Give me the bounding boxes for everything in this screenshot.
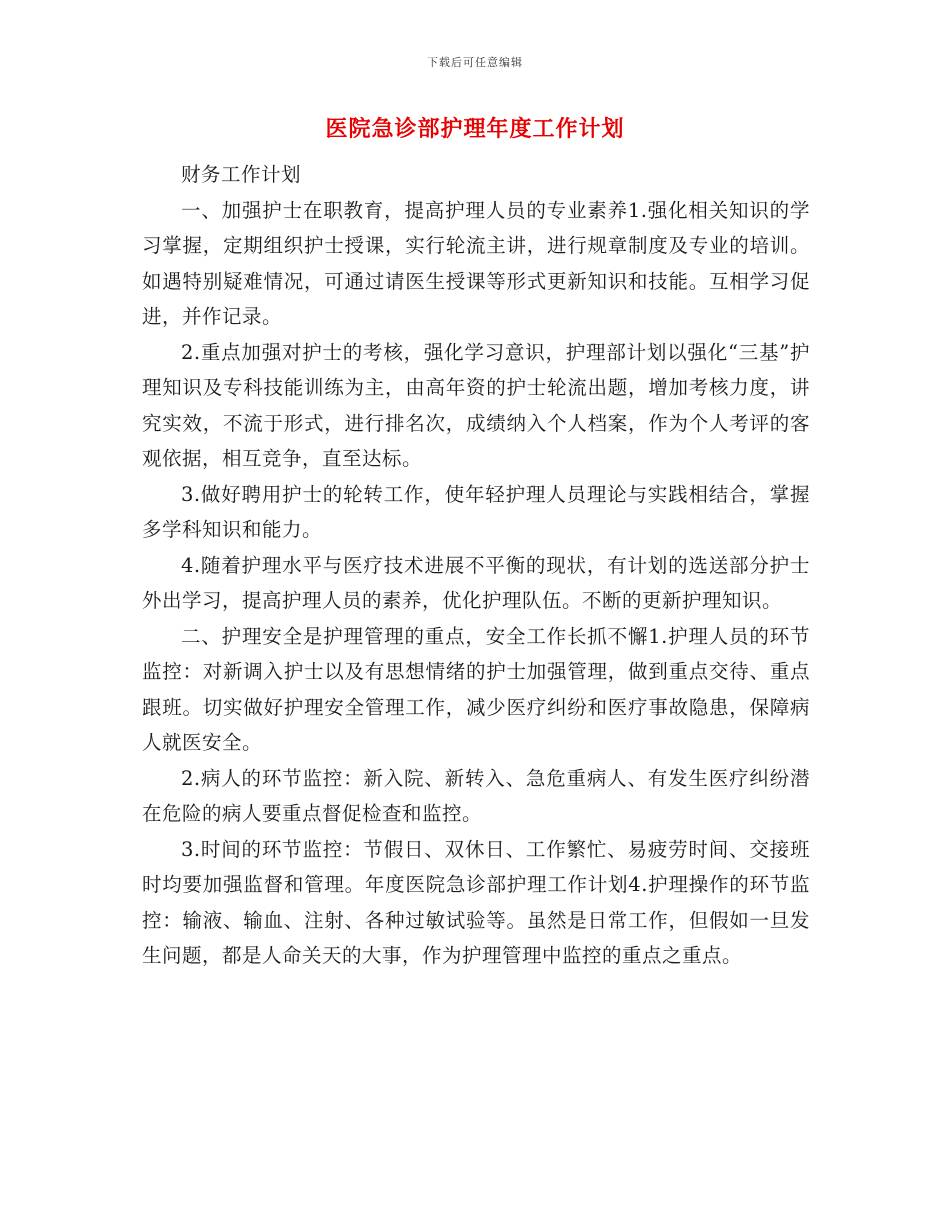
paragraph: 二、护理安全是护理管理的重点，安全工作长抓不懈1.护理人员的环节监控：对新调入护士以及有思想情绪的护士加强管理，做到重点交待、重点跟班。切实做好护理安全管理工作，减少医疗纠纷和医疗事故隐患，保障病人就医安全。 [142,624,810,754]
document-title: 医院急诊部护理年度工作计划 [325,116,625,142]
paragraph-subtitle: 财务工作计划 [181,163,302,186]
paragraph: 一、加强护士在职教育，提高护理人员的专业素养1.强化相关知识的学习掌握，定期组织护士授课，实行轮流主讲，进行规章制度及专业的培训。如遇特别疑难情况，可通过请医生授课等形式更新知识和技能。互相学习促进，并作记录。 [142,198,810,328]
paragraph: 4.随着护理水平与医疗技术进展不平衡的现状，有计划的选送部分护士外出学习，提高护理人员的素养，优化护理队伍。不断的更新护理知识。 [142,553,810,612]
document-body [142,157,810,974]
header-note: 下载后可任意编辑 [427,56,523,69]
paragraph: 2.重点加强对护士的考核，强化学习意识，护理部计划以强化“三基”护理知识及专科技能训练为主，由高年资的护士轮流出题，增加考核力度，讲究实效，不流于形式，进行排名次，成绩纳入个人档案，作为个人考评的客观依据，相互竞争，直至达标。 [142,340,810,470]
paragraph: 2.病人的环节监控：新入院、新转入、急危重病人、有发生医疗纠纷潜在危险的病人要重点督促检查和监控。 [142,766,810,825]
paragraph: 3.时间的环节监控：节假日、双休日、工作繁忙、易疲劳时间、交接班时均要加强监督和管理。年度医院急诊部护理工作计划4.护理操作的环节监控：输液、输血、注射、各种过敏试验等。虽然是日常工作，但假如一旦发生问题，都是人命关天的大事，作为护理管理中监控的重点之重点。 [142,837,810,967]
paragraph: 3.做好聘用护士的轮转工作，使年轻护理人员理论与实践相结合，掌握多学科知识和能力。 [142,482,810,541]
